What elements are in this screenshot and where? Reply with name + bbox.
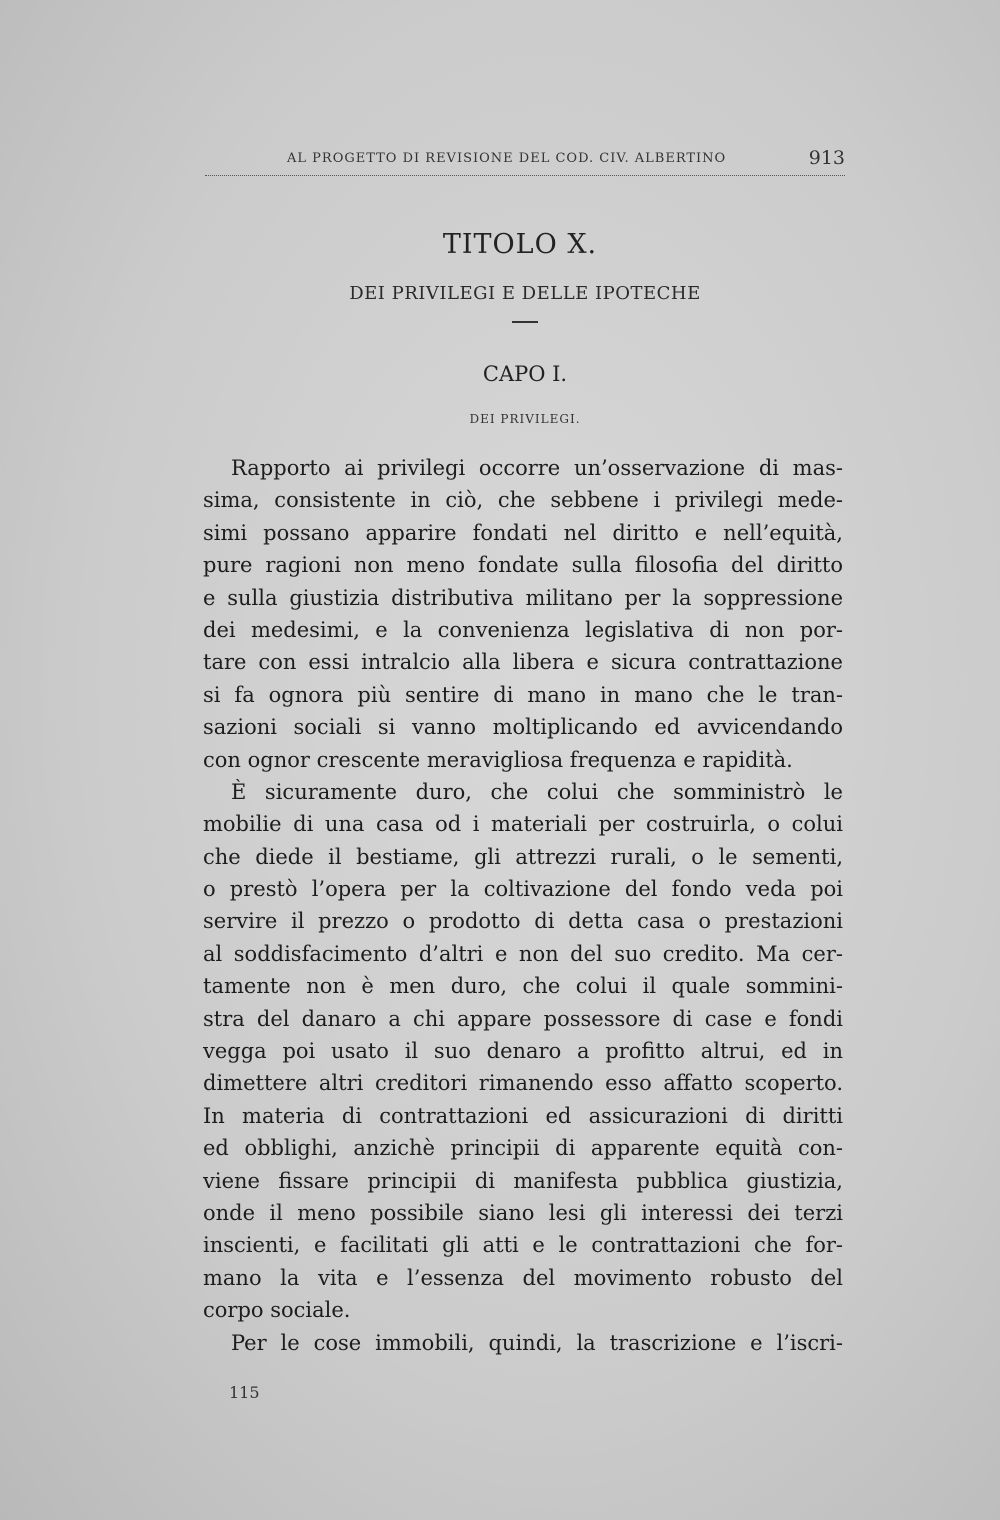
text-line: mobilie di una casa od i materiali per costruirla, o colui [203,812,843,837]
text-line: si fa ognora più sentire di mano in mano che le tran- [203,682,843,707]
text-line: onde il meno possibile siano lesi gli interessi dei terzi [203,1200,843,1225]
text-line: sima, consistente in ciò, che sebbene i privilegi mede- [203,488,843,513]
text-line: dimettere altri creditori rimanendo esso affatto scoperto. [203,1071,843,1096]
text-line: corpo sociale. [203,1298,351,1323]
text-line: ed obblighi, anzichè principii di apparente equità con- [203,1136,843,1161]
text-line: Per le cose immobili, quindi, la trascrizione e l’iscri- [231,1330,843,1355]
text-line: che diede il bestiame, gli attrezzi rurali, o le sementi, [203,844,843,869]
text-line: sazioni sociali si vanno moltiplicando ed avvicendando [203,715,843,740]
text-line: tamente non è men duro, che colui il quale sommini- [203,974,843,999]
text-line: stra del danaro a chi appare possessore di case e fondi [203,1006,843,1031]
text-line: In materia di contrattazioni ed assicurazioni di diritti [203,1103,843,1128]
text-line: viene fissare principii di manifesta pubblica giustizia, [203,1168,843,1193]
heading-separator [512,321,538,323]
text-line: dei medesimi, e la convenienza legislativa di non por- [203,617,843,642]
chapter-subheading: DEI PRIVILEGI. [469,412,581,426]
chapter-heading: CAPO I. [482,362,568,386]
running-head [205,147,845,176]
signature-number: 115 [229,1383,260,1402]
running-head-title: AL PROGETTO DI REVISIONE DEL COD. CIV. ALBERTINO [287,151,727,166]
text-line: o prestò l’opera per la coltivazione del fondo veda poi [203,877,843,902]
page-number: 913 [808,147,845,169]
text-line: tare con essi intralcio alla libera e sicura contrattazione [203,650,843,675]
text-line: È sicuramente duro, che colui che somministrò le [231,779,843,804]
text-line: vegga poi usato il suo denaro a profitto altrui, ed in [203,1039,843,1064]
text-line: inscienti, e facilitati gli atti e le contrattazioni che for- [203,1233,843,1258]
text-line: al soddisfacimento d’altri e non del suo credito. Ma cer- [203,941,843,966]
text-line: mano la vita e l’essenza del movimento robusto del [203,1265,843,1290]
title-heading: TITOLO X. [442,229,598,260]
text-line: simi possano apparire fondati nel diritto e nell’equità, [203,520,843,545]
text-line: con ognor crescente meravigliosa frequenza e rapidità. [203,747,793,772]
text-line: servire il prezzo o prodotto di detta casa o prestazioni [203,909,843,934]
text-line: Rapporto ai privilegi occorre un’osservazione di mas- [231,456,843,480]
title-subheading: DEI PRIVILEGI E DELLE IPOTECHE [349,283,701,304]
body-text [203,452,843,1359]
text-line: e sulla giustizia distributiva militano per la soppressione [203,585,843,610]
text-line: pure ragioni non meno fondate sulla filosofia del diritto [203,553,843,578]
